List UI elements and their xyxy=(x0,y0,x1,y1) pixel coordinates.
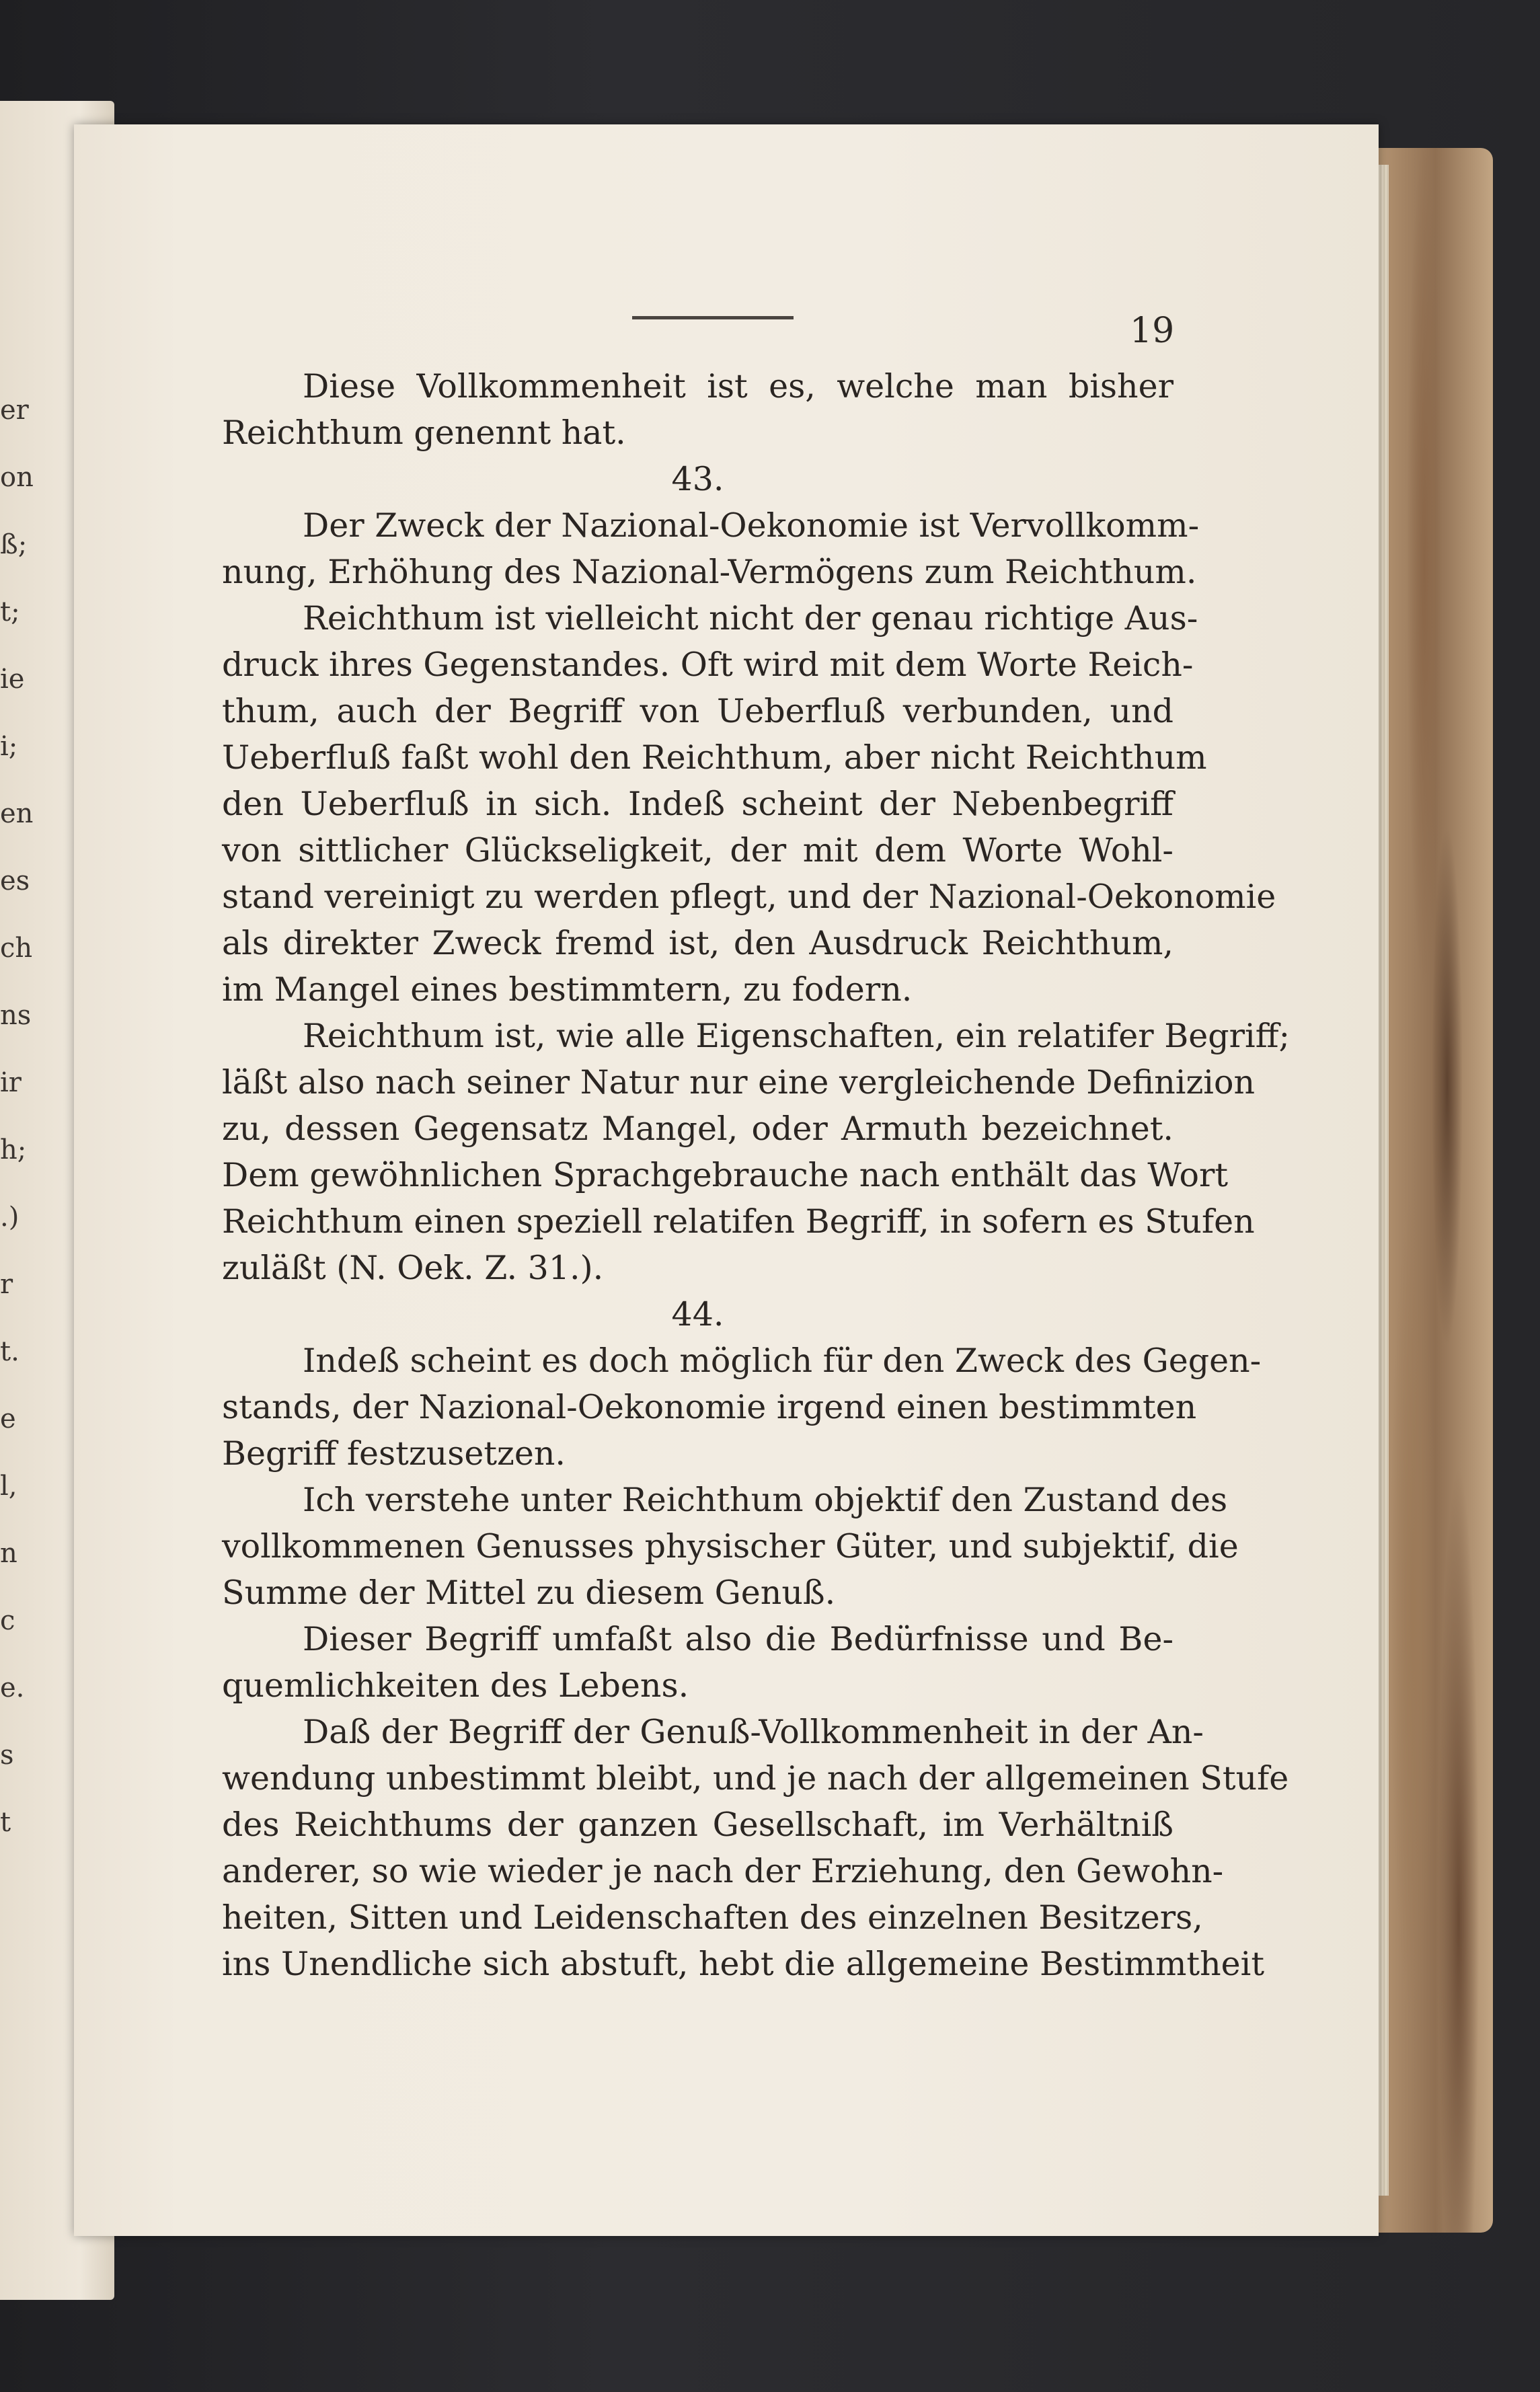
text-line: Ueberfluß faßt wohl den Reichthum, aber nicht Reichthum xyxy=(222,738,1207,777)
margin-fragment: on xyxy=(0,462,34,493)
margin-fragment: t. xyxy=(0,1336,20,1367)
margin-fragment: ie xyxy=(0,664,25,695)
margin-fragment: es xyxy=(0,865,30,896)
margin-fragment: e. xyxy=(0,1672,25,1703)
text-line: läßt also nach seiner Natur nur eine vergleichende Definizion xyxy=(222,1063,1256,1102)
text-line: zuläßt (N. Oek. Z. 31.). xyxy=(222,1249,604,1287)
text-line: Summe der Mittel zu diesem Genuß. xyxy=(222,1574,836,1612)
margin-fragment: ns xyxy=(0,1000,32,1031)
text-line: stand vereinigt zu werden pflegt, und der Nazional-Oekonomie xyxy=(222,878,1276,916)
margin-fragment: t xyxy=(0,1807,11,1838)
text-line: des Reichthums der ganzen Gesellschaft, im Verhältniß xyxy=(222,1806,1173,1844)
text-line: Begriff festzusetzen. xyxy=(222,1434,566,1473)
margin-fragment: t; xyxy=(0,596,20,627)
text-line: Daß der Begriff der Genuß-Vollkommenheit in der An- xyxy=(303,1713,1204,1751)
margin-fragment: h; xyxy=(0,1134,27,1165)
margin-fragment: .) xyxy=(0,1202,20,1233)
margin-fragment: l, xyxy=(0,1471,17,1502)
text-line: vollkommenen Genusses physischer Güter, und subjektif, die xyxy=(222,1527,1239,1566)
text-line: nung, Erhöhung des Nazional-Vermögens zum Reichthum. xyxy=(222,553,1197,591)
text-line: Ich verstehe unter Reichthum objektif den Zustand des xyxy=(303,1481,1228,1519)
text-line: Reichthum einen speziell relatifen Begriff, in sofern es Stufen xyxy=(222,1202,1255,1241)
margin-fragment: ch xyxy=(0,933,33,964)
text-line: wendung unbestimmt bleibt, und je nach der allgemeinen Stufe xyxy=(222,1759,1289,1798)
margin-fragment: n xyxy=(0,1538,17,1569)
text-line: Dem gewöhnlichen Sprachgebrauche nach enthält das Wort xyxy=(222,1156,1229,1194)
margin-fragment: en xyxy=(0,798,34,829)
margin-fragment: ir xyxy=(0,1067,22,1098)
text-line: Reichthum genennt hat. xyxy=(222,414,626,452)
text-line: Reichthum ist vielleicht nicht der genau richtige Aus- xyxy=(303,599,1198,638)
margin-fragment: ß; xyxy=(0,529,28,560)
text-line: Reichthum ist, wie alle Eigenschaften, ein relatifer Begriff; xyxy=(303,1017,1291,1055)
page-number: 19 xyxy=(1130,311,1175,351)
margin-fragment: s xyxy=(0,1740,14,1771)
text-line: stands, der Nazional-Oekonomie irgend einen bestimmten xyxy=(222,1388,1197,1426)
text-line: Diese Vollkommenheit ist es, welche man bisher xyxy=(303,367,1173,406)
margin-fragment: e xyxy=(0,1403,16,1434)
text-line: zu, dessen Gegensatz Mangel, oder Armuth bezeichnet. xyxy=(222,1110,1173,1148)
book-cover-board xyxy=(1379,148,1493,2233)
text-line: druck ihres Gegenstandes. Oft wird mit dem Worte Reich- xyxy=(222,646,1194,684)
text-line: heiten, Sitten und Leidenschaften des einzelnen Besitzers, xyxy=(222,1898,1203,1937)
text-line: den Ueberfluß in sich. Indeß scheint der Nebenbegriff xyxy=(222,785,1173,823)
text-line: von sittlicher Glückseligkeit, der mit dem Worte Wohl- xyxy=(222,831,1173,870)
text-line: im Mangel eines bestimmtern, zu fodern. xyxy=(222,970,913,1009)
text-line: quemlichkeiten des Lebens. xyxy=(222,1666,689,1705)
margin-fragment: i; xyxy=(0,731,18,762)
text-line: Indeß scheint es doch möglich für den Zweck des Gegen- xyxy=(303,1342,1262,1380)
text-line: Der Zweck der Nazional-Oekonomie ist Vervollkomm- xyxy=(303,506,1200,545)
facing-page-margin-text xyxy=(0,377,34,1856)
text-line: Dieser Begriff umfaßt also die Bedürfnisse und Be- xyxy=(303,1620,1173,1658)
section-number: 43. xyxy=(671,460,724,498)
section-number: 44. xyxy=(671,1295,724,1334)
page-text xyxy=(222,363,1291,1987)
text-line: anderer, so wie wieder je nach der Erziehung, den Gewohn- xyxy=(222,1852,1224,1890)
text-line: thum, auch der Begriff von Ueberfluß verbunden, und xyxy=(222,692,1173,730)
header-rule xyxy=(632,316,794,319)
margin-fragment: c xyxy=(0,1605,15,1636)
margin-fragment: er xyxy=(0,395,29,426)
text-line: ins Unendliche sich abstuft, hebt die allgemeine Bestimmtheit xyxy=(222,1945,1265,1983)
text-line: als direkter Zweck fremd ist, den Ausdruck Reichthum, xyxy=(222,924,1173,962)
margin-fragment: r xyxy=(0,1269,13,1300)
